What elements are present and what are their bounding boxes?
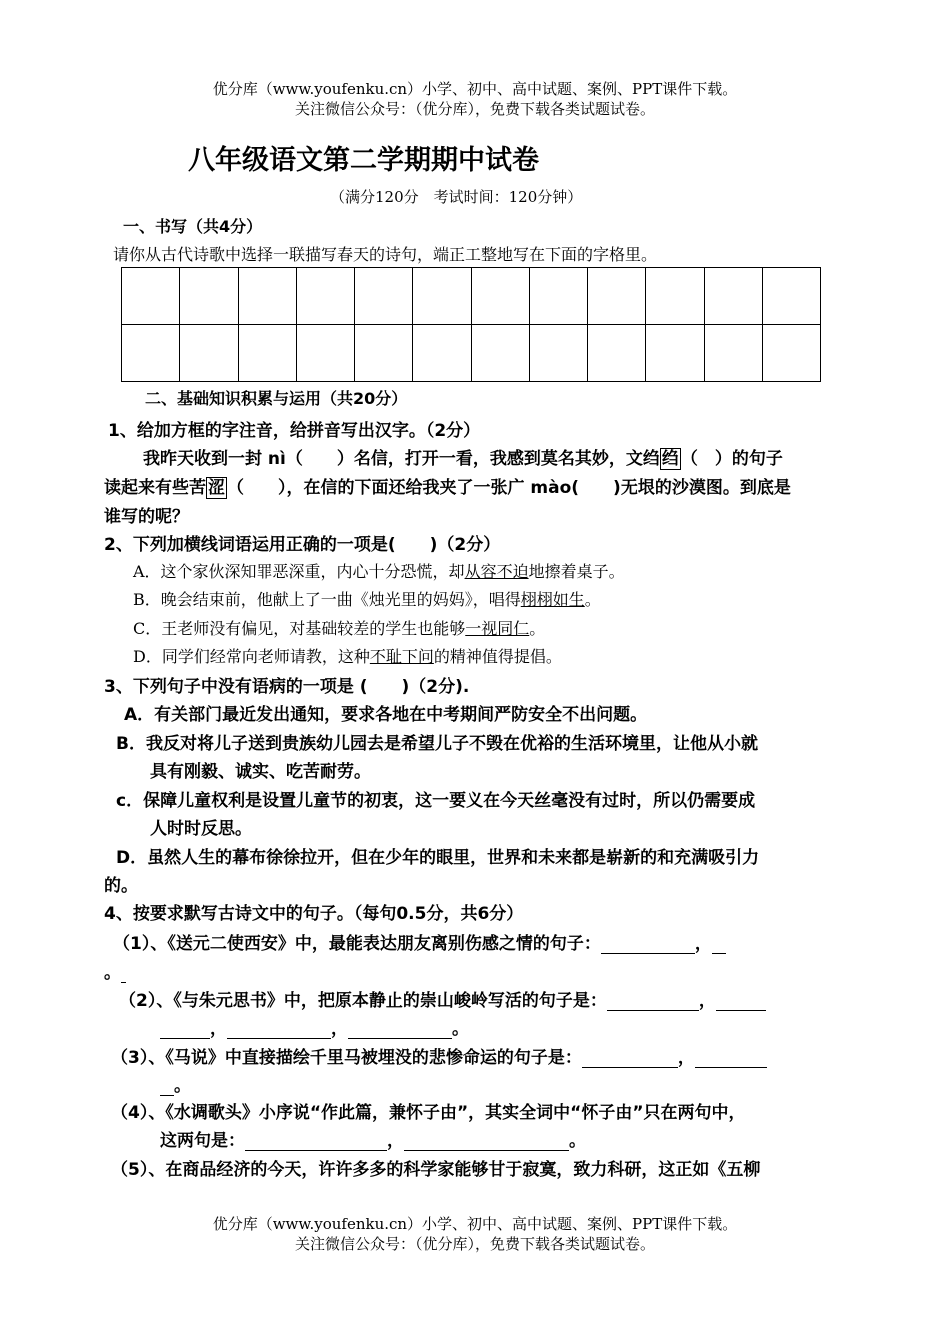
- header-line-1: 优分库（www.youfenku.cn）小学、初中、高中试题、案例、PPT课件下载。: [212, 80, 738, 98]
- grid-cell[interactable]: [296, 325, 354, 382]
- q4-item-3: [111, 1043, 767, 1068]
- q1-stem: 1、给加方框的字注音，给拼音写出汉字。（2分）: [108, 421, 481, 441]
- answer-blank[interactable]: [404, 1132, 569, 1151]
- separator: ，: [677, 1048, 695, 1068]
- answer-blank[interactable]: [348, 1020, 452, 1039]
- boxed-char: 绉: [661, 449, 679, 469]
- section-1-heading: 一、书写（共4分）: [123, 217, 263, 236]
- option-text: 。: [529, 619, 546, 638]
- item-text: （2）、《与朱元思书》中，把原本静止的崇山峻岭写活的句子是：: [119, 991, 607, 1011]
- grid-row: [122, 268, 821, 325]
- item-text: 这两句是：: [160, 1131, 245, 1151]
- q2-option-c: [133, 616, 545, 639]
- q4-item-1-end: [104, 958, 126, 983]
- option-text: A．这个家伙深知罪恶深重，内心十分恐慌，却: [133, 562, 465, 581]
- answer-blank[interactable]: [607, 992, 699, 1011]
- footer-line-2: 关注微信公众号：（优分库），免费下载各类试题试卷。: [294, 1235, 655, 1253]
- separator: 。: [104, 963, 121, 983]
- grid-cell[interactable]: [529, 268, 587, 325]
- answer-blank[interactable]: [227, 1020, 331, 1039]
- q4-item-5: （5）、在商品经济的今天，许许多多的科学家能够甘于寂寞，致力科研，这正如《五柳: [111, 1160, 761, 1180]
- q4-item-2-cont: [160, 1014, 469, 1039]
- section-1-instruction: 请你从古代诗歌中选择一联描写春天的诗句，端正工整地写在下面的字格里。: [113, 245, 658, 264]
- answer-blank[interactable]: [582, 1049, 678, 1068]
- separator: ，: [698, 991, 716, 1011]
- answer-blank[interactable]: [160, 1077, 174, 1096]
- grid-cell[interactable]: [588, 325, 646, 382]
- answer-blank[interactable]: [695, 1049, 767, 1068]
- underlined-word: 不耻下问: [369, 647, 434, 666]
- grid-cell[interactable]: [646, 325, 704, 382]
- underlined-word: 一视同仁: [465, 619, 530, 638]
- grid-cell[interactable]: [355, 325, 413, 382]
- q4-stem: 4、按要求默写古诗文中的句子。（每句0.5分，共6分）: [104, 904, 524, 924]
- answer-blank[interactable]: [160, 1020, 210, 1039]
- grid-cell[interactable]: [762, 325, 820, 382]
- footer-line-1: 优分库（www.youfenku.cn）小学、初中、高中试题、案例、PPT课件下载。: [212, 1215, 738, 1233]
- grid-cell[interactable]: [238, 325, 296, 382]
- q4-item-1: [113, 929, 726, 954]
- option-text: C．王老师没有偏见，对基础较差的学生也能够: [133, 619, 466, 638]
- grid-row: [122, 325, 821, 382]
- separator: ，: [331, 1019, 348, 1039]
- boxed-char: 涩: [208, 478, 225, 498]
- grid-cell[interactable]: [180, 268, 238, 325]
- q3-option-b-line-2: 具有刚毅、诚实、吃苦耐劳。: [150, 762, 371, 782]
- option-text: D．同学们经常向老师请教，这种: [133, 647, 370, 666]
- grid-cell[interactable]: [529, 325, 587, 382]
- grid-cell[interactable]: [471, 268, 529, 325]
- q4-item-4-line-2: [160, 1126, 586, 1151]
- option-text: 。: [584, 590, 601, 609]
- q1-line-3: 谁写的呢？: [104, 507, 189, 527]
- grid-cell[interactable]: [646, 268, 704, 325]
- q2-stem: 2、下列加横线词语运用正确的一项是( )（2分）: [104, 535, 501, 555]
- separator: 。: [452, 1019, 469, 1039]
- q3-option-d-line-1: D．虽然人生的幕布徐徐拉开，但在少年的眼里，世界和未来都是崭新的和充满吸引力: [116, 848, 760, 868]
- q2-option-b: [133, 587, 601, 610]
- separator: 。: [174, 1076, 191, 1096]
- header-line-2: 关注微信公众号：（优分库），免费下载各类试题试卷。: [294, 100, 655, 118]
- grid-cell[interactable]: [238, 268, 296, 325]
- answer-blank[interactable]: [601, 935, 695, 954]
- answer-blank[interactable]: [712, 935, 726, 954]
- separator: ，: [387, 1131, 404, 1151]
- option-text: 的精神值得提倡。: [433, 647, 562, 666]
- answer-blank[interactable]: [245, 1132, 387, 1151]
- q4-item-3-cont: [160, 1071, 191, 1096]
- q1-line-2-rest: （ ），在信的下面还给我夹了一张广 mào( )无垠的沙漠图。到底是: [227, 478, 791, 498]
- q1-line-1: [143, 444, 783, 469]
- item-text: （1）、《送元二使西安》中，最能表达朋友离别伤感之情的句子：: [113, 934, 601, 954]
- q3-option-c-line-1: c．保障儿童权利是设置儿童节的初衷，这一要义在今天丝毫没有过时，所以仍需要成: [116, 791, 756, 811]
- grid-cell[interactable]: [122, 268, 180, 325]
- grid-cell[interactable]: [413, 325, 471, 382]
- answer-blank[interactable]: [716, 992, 766, 1011]
- option-text: B．晚会结束前，他献上了一曲《烛光里的妈妈》，唱得: [133, 590, 521, 609]
- q2-option-d: [133, 644, 562, 667]
- q1-line-1-text: 我昨天收到一封 nì（ ）名信，打开一看，我感到莫名其妙，文绉: [143, 449, 660, 469]
- q3-option-d-line-2: 的。: [104, 876, 138, 896]
- grid-cell[interactable]: [122, 325, 180, 382]
- separator: ，: [210, 1019, 227, 1039]
- separator: ，: [694, 934, 712, 954]
- underlined-word: 从容不迫: [464, 562, 529, 581]
- writing-grid[interactable]: [121, 267, 821, 382]
- exam-info: （满分120分 考试时间：120分钟）: [330, 188, 583, 206]
- page-title: 八年级语文第二学期期中试卷: [188, 145, 539, 176]
- separator: 。: [569, 1131, 586, 1151]
- section-2-heading: 二、基础知识积累与运用（共20分）: [145, 389, 408, 408]
- grid-cell[interactable]: [180, 325, 238, 382]
- answer-blank[interactable]: [121, 964, 126, 983]
- grid-cell[interactable]: [471, 325, 529, 382]
- q2-option-a: [133, 559, 625, 582]
- q1-line-2-text: 读起来有些苦: [104, 478, 206, 498]
- q4-item-4-line-1: （4）、《水调歌头》小序说“作此篇，兼怀子由”，其实全词中“怀子由”只在两句中，: [111, 1103, 746, 1123]
- grid-cell[interactable]: [704, 325, 762, 382]
- grid-cell[interactable]: [762, 268, 820, 325]
- q1-line-1-rest: （ ）的句子: [680, 449, 783, 469]
- q1-line-2: [104, 473, 791, 498]
- grid-cell[interactable]: [296, 268, 354, 325]
- grid-cell[interactable]: [413, 268, 471, 325]
- q3-stem: 3、下列句子中没有语病的一项是 ( )（2分).: [104, 677, 470, 697]
- grid-cell[interactable]: [588, 268, 646, 325]
- option-text: 地擦着桌子。: [528, 562, 625, 581]
- q3-option-b-line-1: B．我反对将儿子送到贵族幼儿园去是希望儿子不毁在优裕的生活环境里，让他从小就: [116, 734, 758, 754]
- grid-cell[interactable]: [704, 268, 762, 325]
- q4-item-2: [119, 986, 766, 1011]
- item-text: （3）、《马说》中直接描绘千里马被埋没的悲惨命运的句子是：: [111, 1048, 582, 1068]
- q3-option-c-line-2: 人时时反思。: [150, 819, 252, 839]
- grid-cell[interactable]: [355, 268, 413, 325]
- q3-option-a: A．有关部门最近发出通知，要求各地在中考期间严防安全不出问题。: [124, 705, 648, 725]
- underlined-word: 栩栩如生: [520, 590, 585, 609]
